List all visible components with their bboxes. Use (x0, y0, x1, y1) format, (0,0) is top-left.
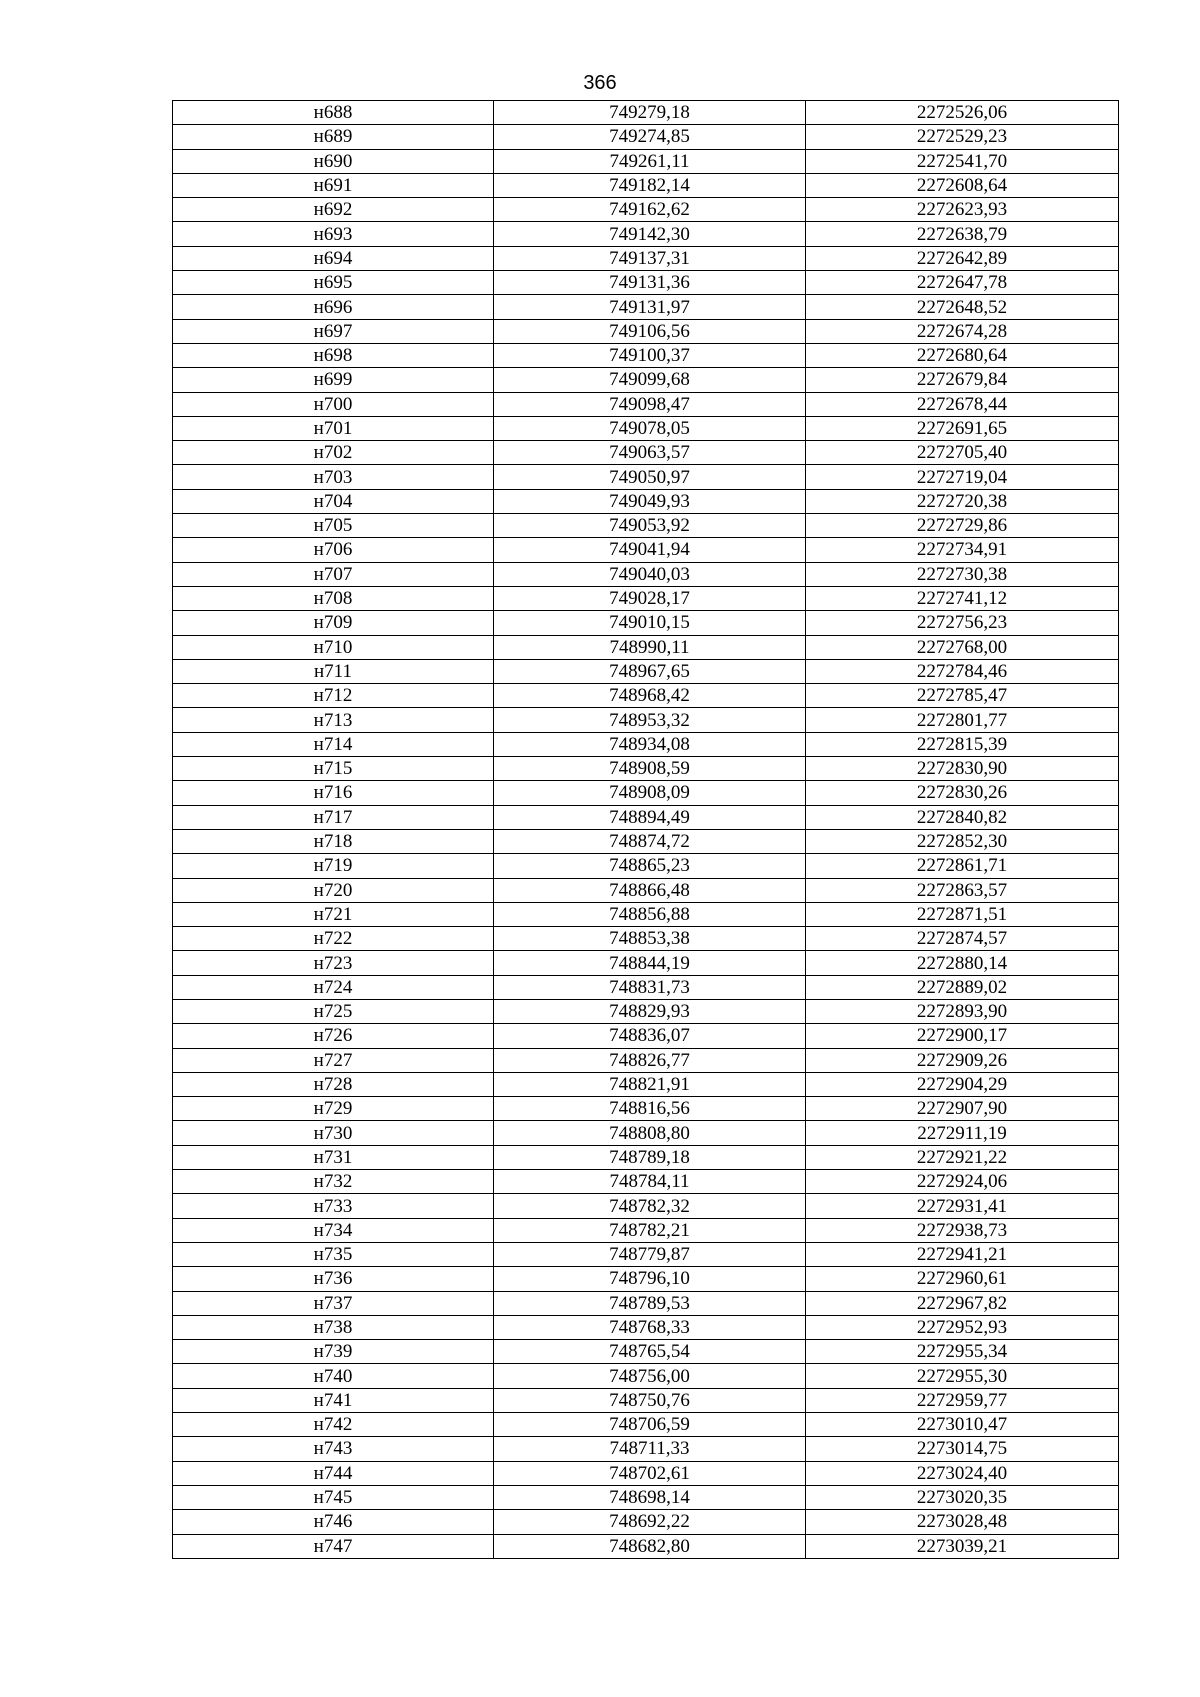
table-row (173, 1340, 1119, 1364)
table-row (173, 246, 1119, 270)
point-cell: н739 (173, 1340, 494, 1364)
table-row (173, 343, 1119, 367)
y-coordinate-cell: 2272960,61 (806, 1267, 1119, 1291)
point-cell: н708 (173, 586, 494, 610)
table-row (173, 465, 1119, 489)
x-coordinate-cell: 748866,48 (494, 878, 806, 902)
y-coordinate-cell: 2272941,21 (806, 1242, 1119, 1266)
x-coordinate-cell: 748698,14 (494, 1485, 806, 1509)
point-cell: н696 (173, 295, 494, 319)
x-coordinate-cell: 748706,59 (494, 1413, 806, 1437)
point-cell: н703 (173, 465, 494, 489)
x-coordinate-cell: 748808,80 (494, 1121, 806, 1145)
y-coordinate-cell: 2272648,52 (806, 295, 1119, 319)
point-cell: н734 (173, 1218, 494, 1242)
y-coordinate-cell: 2272880,14 (806, 951, 1119, 975)
x-coordinate-cell: 748796,10 (494, 1267, 806, 1291)
y-coordinate-cell: 2272623,93 (806, 198, 1119, 222)
y-coordinate-cell: 2272938,73 (806, 1218, 1119, 1242)
table-row (173, 1510, 1119, 1534)
table-row (173, 1437, 1119, 1461)
x-coordinate-cell: 748908,09 (494, 781, 806, 805)
y-coordinate-cell: 2273024,40 (806, 1461, 1119, 1485)
point-cell: н730 (173, 1121, 494, 1145)
y-coordinate-cell: 2273039,21 (806, 1534, 1119, 1558)
point-cell: н728 (173, 1072, 494, 1096)
x-coordinate-cell: 749131,36 (494, 271, 806, 295)
point-cell: н694 (173, 246, 494, 270)
y-coordinate-cell: 2272852,30 (806, 829, 1119, 853)
table-row (173, 1170, 1119, 1194)
table-row (173, 854, 1119, 878)
y-coordinate-cell: 2272642,89 (806, 246, 1119, 270)
x-coordinate-cell: 748756,00 (494, 1364, 806, 1388)
table-row (173, 1072, 1119, 1096)
x-coordinate-cell: 748953,32 (494, 708, 806, 732)
x-coordinate-cell: 748782,21 (494, 1218, 806, 1242)
point-cell: н693 (173, 222, 494, 246)
table-row (173, 101, 1119, 125)
y-coordinate-cell: 2272967,82 (806, 1291, 1119, 1315)
table-row (173, 198, 1119, 222)
y-coordinate-cell: 2272952,93 (806, 1315, 1119, 1339)
point-cell: н713 (173, 708, 494, 732)
page-number: 366 (583, 72, 617, 94)
y-coordinate-cell: 2272541,70 (806, 149, 1119, 173)
table-row (173, 271, 1119, 295)
table-row (173, 659, 1119, 683)
x-coordinate-cell: 749142,30 (494, 222, 806, 246)
x-coordinate-cell: 749137,31 (494, 246, 806, 270)
x-coordinate-cell: 749049,93 (494, 489, 806, 513)
table-row (173, 1291, 1119, 1315)
x-coordinate-cell: 748702,61 (494, 1461, 806, 1485)
y-coordinate-cell: 2272871,51 (806, 902, 1119, 926)
table-row (173, 514, 1119, 538)
x-coordinate-cell: 749162,62 (494, 198, 806, 222)
x-coordinate-cell: 748821,91 (494, 1072, 806, 1096)
y-coordinate-cell: 2272830,26 (806, 781, 1119, 805)
x-coordinate-cell: 749182,14 (494, 173, 806, 197)
point-cell: н691 (173, 173, 494, 197)
x-coordinate-cell: 748831,73 (494, 975, 806, 999)
y-coordinate-cell: 2272924,06 (806, 1170, 1119, 1194)
point-cell: н735 (173, 1242, 494, 1266)
table-row (173, 757, 1119, 781)
table-row (173, 829, 1119, 853)
table-row (173, 1267, 1119, 1291)
point-cell: н710 (173, 635, 494, 659)
y-coordinate-cell: 2272768,00 (806, 635, 1119, 659)
point-cell: н707 (173, 562, 494, 586)
point-cell: н718 (173, 829, 494, 853)
point-cell: н732 (173, 1170, 494, 1194)
x-coordinate-cell: 748908,59 (494, 757, 806, 781)
y-coordinate-cell: 2272741,12 (806, 586, 1119, 610)
table-row (173, 222, 1119, 246)
point-cell: н741 (173, 1388, 494, 1412)
table-row (173, 708, 1119, 732)
point-cell: н711 (173, 659, 494, 683)
point-cell: н716 (173, 781, 494, 805)
table-row (173, 1194, 1119, 1218)
point-cell: н700 (173, 392, 494, 416)
point-cell: н743 (173, 1437, 494, 1461)
point-cell: н719 (173, 854, 494, 878)
table-row (173, 1145, 1119, 1169)
point-cell: н699 (173, 368, 494, 392)
x-coordinate-cell: 749274,85 (494, 125, 806, 149)
point-cell: н715 (173, 757, 494, 781)
x-coordinate-cell: 749279,18 (494, 101, 806, 125)
x-coordinate-cell: 749106,56 (494, 319, 806, 343)
y-coordinate-cell: 2272638,79 (806, 222, 1119, 246)
x-coordinate-cell: 749050,97 (494, 465, 806, 489)
point-cell: н702 (173, 441, 494, 465)
x-coordinate-cell: 749041,94 (494, 538, 806, 562)
table-row (173, 878, 1119, 902)
x-coordinate-cell: 749010,15 (494, 611, 806, 635)
table-row (173, 1388, 1119, 1412)
x-coordinate-cell: 748782,32 (494, 1194, 806, 1218)
x-coordinate-cell: 748844,19 (494, 951, 806, 975)
point-cell: н689 (173, 125, 494, 149)
y-coordinate-cell: 2272815,39 (806, 732, 1119, 756)
y-coordinate-cell: 2272705,40 (806, 441, 1119, 465)
table-row (173, 538, 1119, 562)
x-coordinate-cell: 748826,77 (494, 1048, 806, 1072)
y-coordinate-cell: 2273010,47 (806, 1413, 1119, 1437)
y-coordinate-cell: 2272756,23 (806, 611, 1119, 635)
x-coordinate-cell: 748784,11 (494, 1170, 806, 1194)
table-row (173, 392, 1119, 416)
y-coordinate-cell: 2272921,22 (806, 1145, 1119, 1169)
x-coordinate-cell: 748967,65 (494, 659, 806, 683)
x-coordinate-cell: 748836,07 (494, 1024, 806, 1048)
table-row (173, 975, 1119, 999)
table-row (173, 1048, 1119, 1072)
y-coordinate-cell: 2272729,86 (806, 514, 1119, 538)
table-row (173, 1242, 1119, 1266)
table-row (173, 1315, 1119, 1339)
point-cell: н701 (173, 416, 494, 440)
y-coordinate-cell: 2272959,77 (806, 1388, 1119, 1412)
point-cell: н726 (173, 1024, 494, 1048)
x-coordinate-cell: 748816,56 (494, 1097, 806, 1121)
y-coordinate-cell: 2272900,17 (806, 1024, 1119, 1048)
x-coordinate-cell: 748789,18 (494, 1145, 806, 1169)
x-coordinate-cell: 749131,97 (494, 295, 806, 319)
y-coordinate-cell: 2272526,06 (806, 101, 1119, 125)
x-coordinate-cell: 749261,11 (494, 149, 806, 173)
x-coordinate-cell: 748853,38 (494, 927, 806, 951)
point-cell: н731 (173, 1145, 494, 1169)
table-row (173, 295, 1119, 319)
y-coordinate-cell: 2272955,34 (806, 1340, 1119, 1364)
table-row (173, 684, 1119, 708)
x-coordinate-cell: 748865,23 (494, 854, 806, 878)
table-row (173, 611, 1119, 635)
x-coordinate-cell: 748779,87 (494, 1242, 806, 1266)
point-cell: н738 (173, 1315, 494, 1339)
table-row (173, 319, 1119, 343)
table-row (173, 489, 1119, 513)
y-coordinate-cell: 2272861,71 (806, 854, 1119, 878)
table-row (173, 732, 1119, 756)
table-row (173, 1485, 1119, 1509)
point-cell: н733 (173, 1194, 494, 1218)
point-cell: н705 (173, 514, 494, 538)
y-coordinate-cell: 2272893,90 (806, 999, 1119, 1023)
point-cell: н747 (173, 1534, 494, 1558)
x-coordinate-cell: 749053,92 (494, 514, 806, 538)
point-cell: н725 (173, 999, 494, 1023)
point-cell: н690 (173, 149, 494, 173)
y-coordinate-cell: 2273028,48 (806, 1510, 1119, 1534)
y-coordinate-cell: 2272679,84 (806, 368, 1119, 392)
x-coordinate-cell: 748682,80 (494, 1534, 806, 1558)
y-coordinate-cell: 2273014,75 (806, 1437, 1119, 1461)
point-cell: н742 (173, 1413, 494, 1437)
x-coordinate-cell: 748711,33 (494, 1437, 806, 1461)
point-cell: н737 (173, 1291, 494, 1315)
table-row (173, 1534, 1119, 1558)
table-row (173, 902, 1119, 926)
y-coordinate-cell: 2272911,19 (806, 1121, 1119, 1145)
point-cell: н722 (173, 927, 494, 951)
point-cell: н744 (173, 1461, 494, 1485)
point-cell: н723 (173, 951, 494, 975)
y-coordinate-cell: 2272874,57 (806, 927, 1119, 951)
y-coordinate-cell: 2272784,46 (806, 659, 1119, 683)
y-coordinate-cell: 2272907,90 (806, 1097, 1119, 1121)
point-cell: н721 (173, 902, 494, 926)
x-coordinate-cell: 748968,42 (494, 684, 806, 708)
point-cell: н740 (173, 1364, 494, 1388)
y-coordinate-cell: 2272647,78 (806, 271, 1119, 295)
coordinates-table-body (173, 101, 1119, 1559)
table-row (173, 805, 1119, 829)
table-row (173, 368, 1119, 392)
x-coordinate-cell: 749099,68 (494, 368, 806, 392)
point-cell: н720 (173, 878, 494, 902)
y-coordinate-cell: 2273020,35 (806, 1485, 1119, 1509)
x-coordinate-cell: 748934,08 (494, 732, 806, 756)
table-row (173, 416, 1119, 440)
y-coordinate-cell: 2272801,77 (806, 708, 1119, 732)
point-cell: н724 (173, 975, 494, 999)
x-coordinate-cell: 748874,72 (494, 829, 806, 853)
x-coordinate-cell: 748856,88 (494, 902, 806, 926)
y-coordinate-cell: 2272931,41 (806, 1194, 1119, 1218)
y-coordinate-cell: 2272785,47 (806, 684, 1119, 708)
y-coordinate-cell: 2272840,82 (806, 805, 1119, 829)
x-coordinate-cell: 748990,11 (494, 635, 806, 659)
x-coordinate-cell: 749063,57 (494, 441, 806, 465)
y-coordinate-cell: 2272730,38 (806, 562, 1119, 586)
y-coordinate-cell: 2272719,04 (806, 465, 1119, 489)
x-coordinate-cell: 748894,49 (494, 805, 806, 829)
x-coordinate-cell: 748768,33 (494, 1315, 806, 1339)
x-coordinate-cell: 748692,22 (494, 1510, 806, 1534)
table-row (173, 951, 1119, 975)
point-cell: н717 (173, 805, 494, 829)
y-coordinate-cell: 2272529,23 (806, 125, 1119, 149)
y-coordinate-cell: 2272608,64 (806, 173, 1119, 197)
y-coordinate-cell: 2272680,64 (806, 343, 1119, 367)
table-row (173, 441, 1119, 465)
point-cell: н692 (173, 198, 494, 222)
x-coordinate-cell: 748789,53 (494, 1291, 806, 1315)
y-coordinate-cell: 2272909,26 (806, 1048, 1119, 1072)
y-coordinate-cell: 2272955,30 (806, 1364, 1119, 1388)
table-row (173, 1461, 1119, 1485)
x-coordinate-cell: 749028,17 (494, 586, 806, 610)
point-cell: н727 (173, 1048, 494, 1072)
point-cell: н704 (173, 489, 494, 513)
table-row (173, 125, 1119, 149)
y-coordinate-cell: 2272904,29 (806, 1072, 1119, 1096)
table-row (173, 999, 1119, 1023)
point-cell: н706 (173, 538, 494, 562)
table-row (173, 1024, 1119, 1048)
point-cell: н709 (173, 611, 494, 635)
table-row (173, 1413, 1119, 1437)
x-coordinate-cell: 749040,03 (494, 562, 806, 586)
point-cell: н746 (173, 1510, 494, 1534)
table-row (173, 173, 1119, 197)
x-coordinate-cell: 748829,93 (494, 999, 806, 1023)
y-coordinate-cell: 2272889,02 (806, 975, 1119, 999)
y-coordinate-cell: 2272720,38 (806, 489, 1119, 513)
point-cell: н698 (173, 343, 494, 367)
table-row (173, 149, 1119, 173)
x-coordinate-cell: 748750,76 (494, 1388, 806, 1412)
table-row (173, 1364, 1119, 1388)
table-row (173, 586, 1119, 610)
point-cell: н745 (173, 1485, 494, 1509)
table-row (173, 1218, 1119, 1242)
point-cell: н714 (173, 732, 494, 756)
point-cell: н688 (173, 101, 494, 125)
x-coordinate-cell: 749078,05 (494, 416, 806, 440)
table-row (173, 635, 1119, 659)
x-coordinate-cell: 748765,54 (494, 1340, 806, 1364)
y-coordinate-cell: 2272830,90 (806, 757, 1119, 781)
y-coordinate-cell: 2272674,28 (806, 319, 1119, 343)
coordinates-table (172, 100, 1119, 1559)
point-cell: н712 (173, 684, 494, 708)
y-coordinate-cell: 2272691,65 (806, 416, 1119, 440)
table-row (173, 562, 1119, 586)
point-cell: н729 (173, 1097, 494, 1121)
point-cell: н736 (173, 1267, 494, 1291)
table-row (173, 781, 1119, 805)
table-row (173, 1121, 1119, 1145)
y-coordinate-cell: 2272734,91 (806, 538, 1119, 562)
y-coordinate-cell: 2272678,44 (806, 392, 1119, 416)
point-cell: н697 (173, 319, 494, 343)
table-row (173, 1097, 1119, 1121)
x-coordinate-cell: 749098,47 (494, 392, 806, 416)
y-coordinate-cell: 2272863,57 (806, 878, 1119, 902)
x-coordinate-cell: 749100,37 (494, 343, 806, 367)
point-cell: н695 (173, 271, 494, 295)
table-row (173, 927, 1119, 951)
